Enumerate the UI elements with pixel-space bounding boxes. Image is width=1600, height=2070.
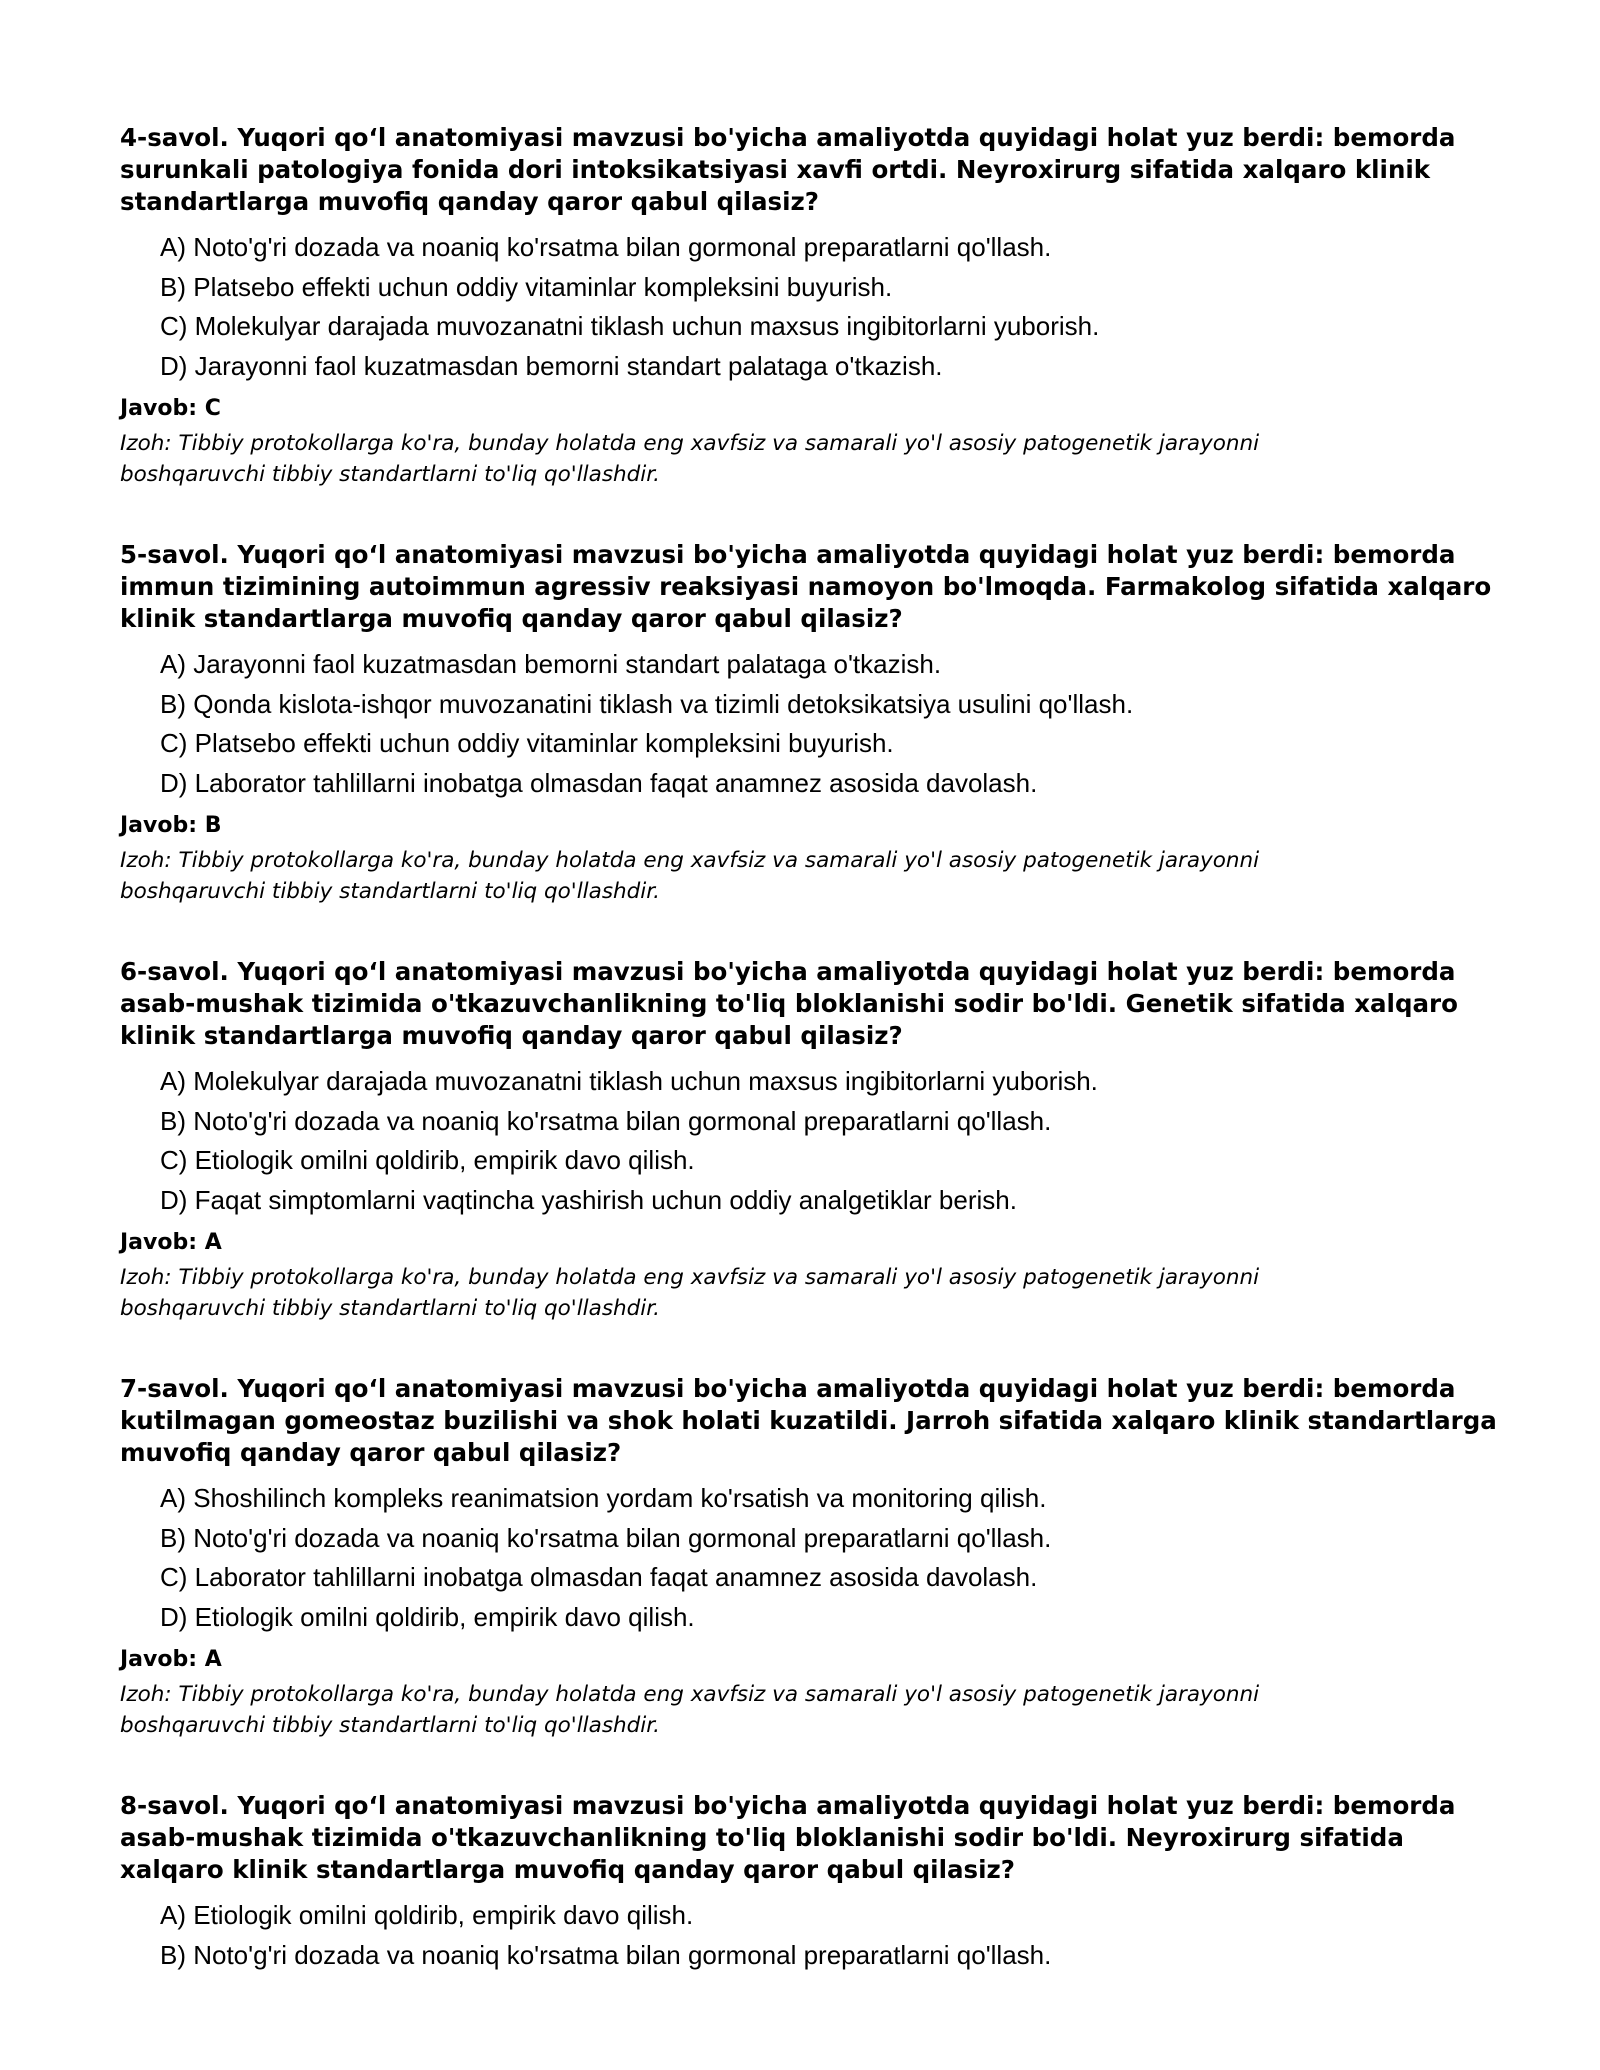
option-a: A) Jarayonni faol kuzatmasdan bemorni standart palataga o'tkazish. bbox=[160, 649, 942, 679]
question-4 bbox=[120, 122, 1500, 490]
answer-key: Javob: B bbox=[120, 813, 222, 838]
document-page bbox=[120, 122, 1500, 2024]
option-c: C) Platsebo effekti uchun oddiy vitaminlar kompleksini buyurish. bbox=[160, 728, 894, 758]
question-8 bbox=[120, 1790, 1500, 1975]
option-c: C) Etiologik omilni qoldirib, empirik davo qilish. bbox=[160, 1145, 695, 1175]
option-b: B) Noto'g'ri dozada va noaniq ko'rsatma bilan gormonal preparatlarni qo'llash. bbox=[160, 1939, 1052, 1970]
option-c: C) Laborator tahlillarni inobatga olmasdan faqat anamnez asosida davolash. bbox=[160, 1562, 1038, 1592]
question-title: 5-savol. Yuqori qo‘l anatomiyasi mavzusi bo'yicha amaliyotda quyidagi holat yuz berdi: bemorda immun tizimining autoimmun agressiv reaksiyasi namoyon bo'lmoqda. Farmakolog sifatida xalqaro klinik standartlarga muvofiq qanday qaror qabul qilasiz? bbox=[120, 540, 1492, 633]
question-title: 6-savol. Yuqori qo‘l anatomiyasi mavzusi bo'yicha amaliyotda quyidagi holat yuz berdi: bemorda asab-mushak tizimida o'tkazuvchanlikning to'liq bloklanishi sodir bo'ldi. Genetik sifatida xalqaro klinik standartlarga muvofiq qanday qaror qabul qilasiz? bbox=[120, 957, 1458, 1050]
answer-key: Javob: A bbox=[120, 1230, 222, 1255]
option-a: A) Shoshilinch kompleks reanimatsion yordam ko'rsatish va monitoring qilish. bbox=[160, 1483, 1047, 1513]
answer-key: Javob: C bbox=[120, 396, 221, 421]
answer-options bbox=[120, 1062, 1500, 1220]
explanation-note: Izoh: Tibbiy protokollarga ko'ra, bunday holatda eng xavfsiz va samarali yo'l asosiy patogenetik jarayonni boshqaruvchi tibbiy standartlarni to'liq qo'llashdir. bbox=[120, 431, 1260, 487]
answer-key: Javob: A bbox=[120, 1647, 222, 1672]
option-d: D) Etiologik omilni qoldirib, empirik davo qilish. bbox=[160, 1601, 695, 1632]
question-7 bbox=[120, 1373, 1500, 1741]
answer-options bbox=[120, 645, 1500, 803]
question-title: 4-savol. Yuqori qo‘l anatomiyasi mavzusi bo'yicha amaliyotda quyidagi holat yuz berdi: bemorda surunkali patologiya fonida dori intoksikatsiyasi xavfi ortdi. Neyroxirurg sifatida xalqaro klinik standartlarga muvofiq qanday qaror qabul qilasiz? bbox=[120, 123, 1456, 216]
question-5 bbox=[120, 539, 1500, 907]
question-6 bbox=[120, 956, 1500, 1324]
explanation-note: Izoh: Tibbiy protokollarga ko'ra, bunday holatda eng xavfsiz va samarali yo'l asosiy patogenetik jarayonni boshqaruvchi tibbiy standartlarni to'liq qo'llashdir. bbox=[120, 1265, 1260, 1321]
option-b: B) Platsebo effekti uchun oddiy vitaminlar kompleksini buyurish. bbox=[160, 271, 893, 302]
option-b: B) Noto'g'ri dozada va noaniq ko'rsatma bilan gormonal preparatlarni qo'llash. bbox=[160, 1105, 1052, 1136]
answer-options bbox=[120, 228, 1500, 386]
option-b: B) Noto'g'ri dozada va noaniq ko'rsatma bilan gormonal preparatlarni qo'llash. bbox=[160, 1522, 1052, 1553]
option-d: D) Jarayonni faol kuzatmasdan bemorni standart palataga o'tkazish. bbox=[160, 350, 943, 381]
option-b: B) Qonda kislota-ishqor muvozanatini tiklash va tizimli detoksikatsiya usulini qo'llash. bbox=[160, 688, 1134, 719]
explanation-note: Izoh: Tibbiy protokollarga ko'ra, bunday holatda eng xavfsiz va samarali yo'l asosiy patogenetik jarayonni boshqaruvchi tibbiy standartlarni to'liq qo'llashdir. bbox=[120, 848, 1260, 904]
question-title: 8-savol. Yuqori qo‘l anatomiyasi mavzusi bo'yicha amaliyotda quyidagi holat yuz berdi: bemorda asab-mushak tizimida o'tkazuvchanlikning to'liq bloklanishi sodir bo'ldi. Neyroxirurg sifatida xalqaro klinik standartlarga muvofiq qanday qaror qabul qilasiz? bbox=[120, 1791, 1456, 1884]
option-a: A) Noto'g'ri dozada va noaniq ko'rsatma bilan gormonal preparatlarni qo'llash. bbox=[160, 232, 1052, 262]
answer-options bbox=[120, 1896, 1500, 1975]
answer-options bbox=[120, 1479, 1500, 1637]
option-d: D) Laborator tahlillarni inobatga olmasdan faqat anamnez asosida davolash. bbox=[160, 767, 1038, 798]
explanation-note: Izoh: Tibbiy protokollarga ko'ra, bunday holatda eng xavfsiz va samarali yo'l asosiy patogenetik jarayonni boshqaruvchi tibbiy standartlarni to'liq qo'llashdir. bbox=[120, 1682, 1260, 1738]
question-title: 7-savol. Yuqori qo‘l anatomiyasi mavzusi bo'yicha amaliyotda quyidagi holat yuz berdi: bemorda kutilmagan gomeostaz buzilishi va shok holati kuzatildi. Jarroh sifatida xalqaro klinik standartlarga muvofiq qanday qaror qabul qilasiz? bbox=[120, 1374, 1497, 1467]
option-c: C) Molekulyar darajada muvozanatni tiklash uchun maxsus ingibitorlarni yuborish. bbox=[160, 311, 1100, 341]
option-a: A) Molekulyar darajada muvozanatni tiklash uchun maxsus ingibitorlarni yuborish. bbox=[160, 1066, 1098, 1096]
option-a: A) Etiologik omilni qoldirib, empirik davo qilish. bbox=[160, 1900, 694, 1930]
option-d: D) Faqat simptomlarni vaqtincha yashirish uchun oddiy analgetiklar berish. bbox=[160, 1184, 1017, 1215]
